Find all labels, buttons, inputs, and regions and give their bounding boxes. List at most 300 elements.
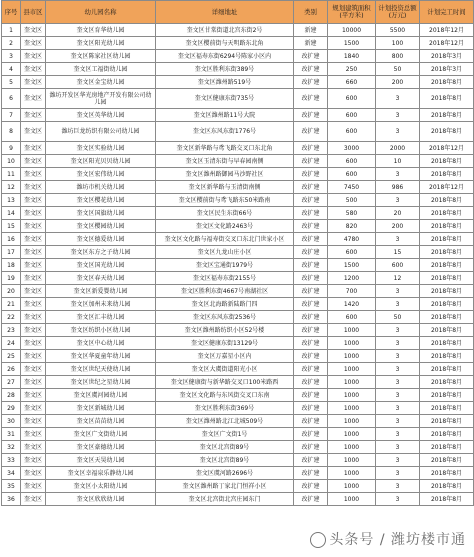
cell-no: 25 [2,350,21,363]
cell-addr: 奎文区文化路2463号 [156,220,294,233]
cell-name: 奎文区陈家社区幼儿园 [46,50,156,63]
cell-county: 奎文区 [21,109,46,122]
header-area: 规划建筑面积(平方米) [328,1,376,24]
cell-county: 奎文区 [21,233,46,246]
cell-area: 250 [328,63,376,76]
cell-name: 潍坊开发区华光房地产开发有限公司幼儿园 [46,89,156,109]
table-row [2,76,474,89]
cell-area: 600 [328,122,376,142]
cell-addr: 奎文区健康街与新华路交叉口100米路西 [156,376,294,389]
cell-county: 奎文区 [21,207,46,220]
cell-no: 2 [2,37,21,50]
cell-finish: 2018年8月 [420,122,474,142]
toutiao-logo-icon [310,532,326,548]
table-row [2,363,474,376]
cell-invest: 3 [376,122,420,142]
cell-no: 34 [2,467,21,480]
cell-area: 1000 [328,324,376,337]
cell-county: 奎文区 [21,142,46,155]
cell-finish: 2018年8月 [420,428,474,441]
cell-invest: 3 [376,350,420,363]
cell-county: 奎文区 [21,220,46,233]
table-row [2,441,474,454]
cell-finish: 2018年8月 [420,454,474,467]
cell-finish: 2018年3月 [420,63,474,76]
cell-no: 31 [2,428,21,441]
cell-type: 改扩建 [294,311,328,324]
cell-finish: 2018年8月 [420,480,474,493]
cell-invest: 15 [376,246,420,259]
cell-area: 1000 [328,441,376,454]
cell-name: 奎文区新城幼儿园 [46,402,156,415]
cell-area: 4780 [328,233,376,246]
cell-area: 600 [328,109,376,122]
cell-name: 奎文区纺织小区幼儿园 [46,324,156,337]
cell-no: 35 [2,480,21,493]
cell-no: 28 [2,389,21,402]
cell-type: 改扩建 [294,402,328,415]
cell-invest: 3 [376,480,420,493]
cell-no: 1 [2,24,21,37]
cell-type: 改扩建 [294,76,328,89]
cell-area: 500 [328,194,376,207]
table-row [2,233,474,246]
cell-invest: 3 [376,402,420,415]
cell-county: 奎文区 [21,76,46,89]
cell-no: 27 [2,376,21,389]
table-row [2,109,474,122]
cell-name: 奎文区实验幼儿园 [46,142,156,155]
cell-name: 奎文区春天幼儿园 [46,272,156,285]
cell-county: 奎文区 [21,480,46,493]
cell-no: 9 [2,142,21,155]
cell-county: 奎文区 [21,363,46,376]
cell-county: 奎文区 [21,415,46,428]
cell-county: 奎文区 [21,181,46,194]
cell-addr: 奎文区东风东街1776号 [156,122,294,142]
cell-finish: 2018年8月 [420,402,474,415]
cell-invest: 3 [376,441,420,454]
cell-area: 660 [328,76,376,89]
cell-name: 奎文区中心幼儿园 [46,337,156,350]
cell-name: 奎文区阳光幼儿园 [46,37,156,50]
cell-area: 700 [328,285,376,298]
cell-invest: 3 [376,233,420,246]
table-row [2,122,474,142]
header-invest: 计划投资总额(万元) [376,1,420,24]
cell-type: 改扩建 [294,181,328,194]
cell-county: 奎文区 [21,37,46,50]
table-row [2,467,474,480]
cell-finish: 2018年8月 [420,311,474,324]
header-name: 幼儿园名称 [46,1,156,24]
cell-invest: 3 [376,389,420,402]
cell-type: 改扩建 [294,415,328,428]
cell-invest: 3 [376,415,420,428]
cell-no: 17 [2,246,21,259]
cell-no: 15 [2,220,21,233]
cell-name: 奎文区华夏童年幼儿园 [46,350,156,363]
cell-name: 奎文区广文街幼儿园 [46,428,156,441]
table-row [2,168,474,181]
table-row [2,285,474,298]
cell-addr: 奎文区潍州路北江北城509号 [156,415,294,428]
cell-addr: 奎文区广文街1号 [156,428,294,441]
cell-invest: 3 [376,337,420,350]
cell-type: 改扩建 [294,454,328,467]
cell-name: 奎文区国旗幼儿园 [46,207,156,220]
cell-county: 奎文区 [21,168,46,181]
cell-no: 20 [2,285,21,298]
cell-type: 改扩建 [294,467,328,480]
cell-type: 改扩建 [294,194,328,207]
cell-area: 820 [328,220,376,233]
cell-addr: 奎文区新华路与鸢飞路交叉口东北角 [156,142,294,155]
cell-county: 奎文区 [21,402,46,415]
cell-addr: 奎文区健康东街13129号 [156,337,294,350]
cell-invest: 3 [376,324,420,337]
cell-invest: 3 [376,109,420,122]
cell-name: 奎文区工福街幼儿园 [46,63,156,76]
cell-county: 奎文区 [21,428,46,441]
cell-finish: 2018年8月 [420,220,474,233]
cell-addr: 奎文区潍州路丁家北门恒祥小区 [156,480,294,493]
cell-area: 1000 [328,428,376,441]
cell-type: 新建 [294,24,328,37]
cell-addr: 奎文区北宫街北宫庄园东门 [156,493,294,506]
cell-county: 奎文区 [21,376,46,389]
cell-addr: 奎文区樱前街与天明路东北角 [156,37,294,50]
cell-finish: 2018年12月 [420,24,474,37]
cell-finish: 2018年8月 [420,246,474,259]
cell-finish: 2018年8月 [420,76,474,89]
cell-no: 19 [2,272,21,285]
table-row [2,493,474,506]
cell-invest: 200 [376,220,420,233]
cell-addr: 奎文区宝通街1979号 [156,259,294,272]
table-row [2,194,474,207]
cell-name: 奎文区樱花幼儿园 [46,194,156,207]
cell-area: 1000 [328,454,376,467]
cell-name: 奎文区英华幼儿园 [46,109,156,122]
cell-area: 600 [328,168,376,181]
cell-no: 36 [2,493,21,506]
cell-area: 1000 [328,350,376,363]
cell-area: 1000 [328,337,376,350]
cell-name: 奎文区幸福泉乐静幼儿园 [46,467,156,480]
cell-addr: 奎文区北宫街89号 [156,441,294,454]
table-row [2,50,474,63]
table-row [2,376,474,389]
cell-no: 24 [2,337,21,350]
cell-no: 26 [2,363,21,376]
cell-area: 600 [328,155,376,168]
cell-type: 改扩建 [294,428,328,441]
cell-invest: 3 [376,168,420,181]
cell-invest: 100 [376,37,420,50]
table-row [2,89,474,109]
cell-county: 奎文区 [21,454,46,467]
cell-type: 改扩建 [294,246,328,259]
watermark-text: 头条号 / 潍坊楼市通 [329,532,466,548]
cell-finish: 2018年8月 [420,233,474,246]
table-row [2,37,474,50]
cell-addr: 奎文区潍州路御园马沙野社区 [156,168,294,181]
table-row [2,63,474,76]
cell-area: 600 [328,246,376,259]
table-row [2,246,474,259]
cell-addr: 奎文区北宫街89号 [156,454,294,467]
cell-invest: 20 [376,207,420,220]
cell-no: 6 [2,89,21,109]
cell-finish: 2018年8月 [420,363,474,376]
cell-addr: 奎文区九龙山庄小区 [156,246,294,259]
cell-type: 改扩建 [294,259,328,272]
cell-invest: 3 [376,467,420,480]
cell-no: 14 [2,207,21,220]
cell-area: 1840 [328,50,376,63]
cell-type: 改扩建 [294,350,328,363]
cell-county: 奎文区 [21,24,46,37]
cell-finish: 2018年12月 [420,181,474,194]
cell-type: 改扩建 [294,441,328,454]
cell-addr: 奎文区东风东街2536号 [156,311,294,324]
cell-invest: 3 [376,454,420,467]
cell-no: 13 [2,194,21,207]
cell-type: 改扩建 [294,272,328,285]
cell-county: 奎文区 [21,246,46,259]
table-row [2,402,474,415]
cell-type: 改扩建 [294,376,328,389]
header-county: 县市区 [21,1,46,24]
cell-name: 奎文区豪德幼儿园 [46,441,156,454]
cell-addr: 奎文区北海路新陆路门四 [156,298,294,311]
table-row [2,454,474,467]
cell-no: 23 [2,324,21,337]
cell-area: 1000 [328,480,376,493]
cell-finish: 2018年8月 [420,493,474,506]
cell-invest: 800 [376,50,420,63]
cell-type: 改扩建 [294,109,328,122]
cell-county: 奎文区 [21,493,46,506]
cell-county: 奎文区 [21,259,46,272]
cell-name: 奎文区天昊幼儿园 [46,454,156,467]
cell-area: 1000 [328,376,376,389]
cell-name: 奎文区樱园幼儿园 [46,220,156,233]
cell-name: 奎文区世纪天使幼儿园 [46,363,156,376]
table-row [2,259,474,272]
cell-type: 改扩建 [294,298,328,311]
cell-name: 奎文区加州未来幼儿园 [46,298,156,311]
cell-invest: 3 [376,363,420,376]
cell-addr: 奎文区文化路与福寿街交叉口东北门世家小区 [156,233,294,246]
cell-type: 改扩建 [294,50,328,63]
header-type: 类别 [294,1,328,24]
cell-type: 改扩建 [294,337,328,350]
cell-name: 奎文区新爱婴幼儿园 [46,285,156,298]
cell-invest: 3 [376,376,420,389]
kindergarten-plan-table [1,0,474,506]
cell-invest: 2000 [376,142,420,155]
cell-no: 12 [2,181,21,194]
cell-addr: 奎文区胜利东街389号 [156,63,294,76]
cell-type: 改扩建 [294,389,328,402]
cell-area: 1200 [328,272,376,285]
cell-county: 奎文区 [21,311,46,324]
cell-county: 奎文区 [21,441,46,454]
cell-invest: 200 [376,76,420,89]
cell-finish: 2018年8月 [420,272,474,285]
cell-addr: 奎文区潍州路纺织小区52号楼 [156,324,294,337]
cell-type: 改扩建 [294,324,328,337]
table-row [2,207,474,220]
cell-finish: 2018年8月 [420,285,474,298]
cell-type: 改扩建 [294,168,328,181]
header-finish: 计划完工时间 [420,1,474,24]
cell-name: 奎文区世纪之星幼儿园 [46,376,156,389]
cell-finish: 2018年8月 [420,337,474,350]
cell-name: 奎文区宏伟幼儿园 [46,168,156,181]
cell-no: 8 [2,122,21,142]
cell-invest: 3 [376,493,420,506]
watermark [310,529,466,549]
cell-county: 奎文区 [21,272,46,285]
cell-invest: 5500 [376,24,420,37]
cell-county: 奎文区 [21,194,46,207]
cell-county: 奎文区 [21,337,46,350]
cell-type: 改扩建 [294,142,328,155]
cell-area: 3000 [328,142,376,155]
cell-name: 潍坊巨龙纺织有限公司幼儿园 [46,122,156,142]
table-row [2,415,474,428]
cell-type: 改扩建 [294,493,328,506]
cell-type: 改扩建 [294,363,328,376]
cell-name: 奎文区小太阳幼儿园 [46,480,156,493]
cell-no: 3 [2,50,21,63]
cell-name: 奎文区虞河园幼儿园 [46,389,156,402]
cell-invest: 3 [376,194,420,207]
cell-area: 10000 [328,24,376,37]
cell-county: 奎文区 [21,298,46,311]
cell-finish: 2018年8月 [420,259,474,272]
cell-invest: 3 [376,428,420,441]
cell-no: 29 [2,402,21,415]
cell-finish: 2018年12月 [420,37,474,50]
cell-no: 21 [2,298,21,311]
cell-county: 奎文区 [21,50,46,63]
cell-name: 奎文区汇丰幼儿园 [46,311,156,324]
header-row [2,1,474,24]
cell-type: 改扩建 [294,233,328,246]
cell-name: 奎文区东方之子幼儿园 [46,246,156,259]
cell-area: 1000 [328,363,376,376]
cell-county: 奎文区 [21,467,46,480]
cell-county: 奎文区 [21,122,46,142]
cell-area: 1000 [328,415,376,428]
cell-type: 新建 [294,37,328,50]
cell-area: 600 [328,311,376,324]
cell-finish: 2018年8月 [420,155,474,168]
cell-no: 18 [2,259,21,272]
cell-no: 4 [2,63,21,76]
table-row [2,350,474,363]
cell-addr: 奎文区健康东街735号 [156,89,294,109]
cell-invest: 986 [376,181,420,194]
cell-area: 580 [328,207,376,220]
cell-addr: 奎文区胜利东街369号 [156,402,294,415]
table-row [2,324,474,337]
cell-name: 奎文区育华幼儿园 [46,24,156,37]
cell-county: 奎文区 [21,324,46,337]
cell-no: 22 [2,311,21,324]
cell-no: 33 [2,454,21,467]
cell-finish: 2018年12月 [420,142,474,155]
cell-addr: 奎文区玉清东街与早春园南侧 [156,155,294,168]
cell-addr: 奎文区文化路与东风街交叉口东南 [156,389,294,402]
cell-finish: 2018年8月 [420,168,474,181]
cell-addr: 奎文区福寿东街6294号陈家小区内 [156,50,294,63]
cell-area: 1000 [328,493,376,506]
cell-no: 11 [2,168,21,181]
cell-addr: 奎文区万嘉星小区内 [156,350,294,363]
table-row [2,142,474,155]
cell-addr: 奎文区民生东街66号 [156,207,294,220]
cell-name: 潍坊市机关幼儿园 [46,181,156,194]
cell-area: 1000 [328,467,376,480]
cell-area: 1500 [328,37,376,50]
cell-addr: 奎文区大虞街道阳光小区 [156,363,294,376]
cell-no: 7 [2,109,21,122]
cell-name: 奎文区苗苗幼儿园 [46,415,156,428]
cell-name: 奎文区阳光贝贝幼儿园 [46,155,156,168]
cell-addr: 奎文区潍州路11号大院 [156,109,294,122]
table-row [2,181,474,194]
header-addr: 详细地址 [156,1,294,24]
cell-no: 10 [2,155,21,168]
cell-no: 32 [2,441,21,454]
table-row [2,220,474,233]
cell-addr: 奎文区新华路与玉清街南侧 [156,181,294,194]
cell-addr: 奎文区甘棠街道北宫东街2号 [156,24,294,37]
table-row [2,311,474,324]
table-row [2,155,474,168]
cell-area: 1000 [328,402,376,415]
table-row [2,298,474,311]
cell-invest: 3 [376,298,420,311]
cell-type: 改扩建 [294,63,328,76]
cell-type: 改扩建 [294,155,328,168]
cell-name: 奎文区德爱幼儿园 [46,233,156,246]
cell-finish: 2018年8月 [420,194,474,207]
cell-county: 奎文区 [21,285,46,298]
cell-area: 600 [328,89,376,109]
cell-name: 奎文区欣欣幼儿园 [46,493,156,506]
cell-finish: 2018年8月 [420,467,474,480]
cell-name: 奎文区国光幼儿园 [46,259,156,272]
table-row [2,24,474,37]
cell-type: 改扩建 [294,122,328,142]
cell-county: 奎文区 [21,389,46,402]
cell-type: 改扩建 [294,220,328,233]
cell-finish: 2018年8月 [420,109,474,122]
cell-invest: 10 [376,155,420,168]
cell-area: 1420 [328,298,376,311]
cell-finish: 2018年8月 [420,389,474,402]
cell-addr: 奎文区福寿东街2155号 [156,272,294,285]
cell-invest: 3 [376,285,420,298]
table-row [2,480,474,493]
cell-addr: 奎文区潍州路519号 [156,76,294,89]
